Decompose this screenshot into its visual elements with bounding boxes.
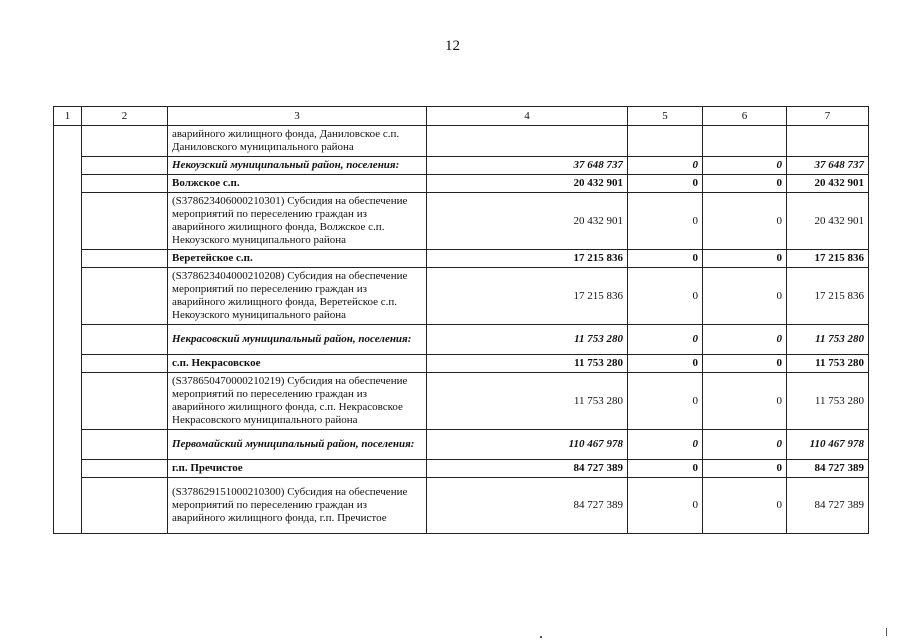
value-cell-col4: 84 727 389 xyxy=(427,460,628,478)
value-cell-col7: 110 467 978 xyxy=(787,430,869,460)
row-name-cell: Некоузский муниципальный район, поселения: xyxy=(168,157,427,175)
value-cell-col5 xyxy=(628,126,703,157)
value-cell-col7: 84 727 389 xyxy=(787,460,869,478)
row-name-cell: (S378623406000210301) Субсидия на обеспечение мероприятий по переселению граждан из аварийного жилищного фонда, Волжское с.п. Некоузского муниципального района xyxy=(168,193,427,250)
value-cell-col6: 0 xyxy=(703,175,787,193)
table-body xyxy=(54,126,869,534)
value-cell-col6: 0 xyxy=(703,430,787,460)
value-cell-col6: 0 xyxy=(703,157,787,175)
row-name-cell: (S378623404000210208) Субсидия на обеспечение мероприятий по переселению граждан из аварийного жилищного фонда, Веретейское с.п. Некоузского муниципального района xyxy=(168,268,427,325)
row-name-cell: г.п. Пречистое xyxy=(168,460,427,478)
row-name-cell: Некрасовский муниципальный район, поселения: xyxy=(168,325,427,355)
value-cell-col5: 0 xyxy=(628,325,703,355)
value-cell-col5: 0 xyxy=(628,460,703,478)
value-cell-col5: 0 xyxy=(628,250,703,268)
column-header: 5 xyxy=(628,107,703,126)
value-cell-col7: 11 753 280 xyxy=(787,355,869,373)
value-cell-col5: 0 xyxy=(628,373,703,430)
row-name-cell: с.п. Некрасовское xyxy=(168,355,427,373)
value-cell-col5: 0 xyxy=(628,157,703,175)
empty-cell xyxy=(82,325,168,355)
table-row xyxy=(54,430,869,460)
row-name-cell: (S378629151000210300) Субсидия на обеспечение мероприятий по переселению граждан из аварийного жилищного фонда, г.п. Пречистое xyxy=(168,478,427,534)
value-cell-col7: 11 753 280 xyxy=(787,373,869,430)
value-cell-col5: 0 xyxy=(628,193,703,250)
value-cell-col7: 11 753 280 xyxy=(787,325,869,355)
budget-table xyxy=(53,106,869,534)
value-cell-col6: 0 xyxy=(703,373,787,430)
row-name-cell: аварийного жилищного фонда, Даниловское с.п. Даниловского муниципального района xyxy=(168,126,427,157)
value-cell-col7: 20 432 901 xyxy=(787,193,869,250)
value-cell-col6: 0 xyxy=(703,325,787,355)
row-name-cell: Первомайский муниципальный район, поселения: xyxy=(168,430,427,460)
row-name-cell: Волжское с.п. xyxy=(168,175,427,193)
table-row xyxy=(54,355,869,373)
value-cell-col4: 37 648 737 xyxy=(427,157,628,175)
empty-cell xyxy=(82,268,168,325)
value-cell-col5: 0 xyxy=(628,175,703,193)
empty-cell xyxy=(82,355,168,373)
value-cell-col4: 110 467 978 xyxy=(427,430,628,460)
empty-cell xyxy=(82,478,168,534)
value-cell-col5: 0 xyxy=(628,478,703,534)
value-cell-col7: 20 432 901 xyxy=(787,175,869,193)
column-header: 3 xyxy=(168,107,427,126)
value-cell-col6: 0 xyxy=(703,460,787,478)
empty-cell xyxy=(82,373,168,430)
value-cell-col5: 0 xyxy=(628,430,703,460)
value-cell-col4: 20 432 901 xyxy=(427,193,628,250)
table-row xyxy=(54,157,869,175)
row-name-cell: Веретейское с.п. xyxy=(168,250,427,268)
scan-speck xyxy=(540,636,542,638)
value-cell-col6: 0 xyxy=(703,478,787,534)
empty-cell xyxy=(82,460,168,478)
column-header: 6 xyxy=(703,107,787,126)
empty-cell xyxy=(82,430,168,460)
value-cell-col7: 84 727 389 xyxy=(787,478,869,534)
table-row xyxy=(54,250,869,268)
table-row xyxy=(54,268,869,325)
value-cell-col6 xyxy=(703,126,787,157)
value-cell-col5: 0 xyxy=(628,355,703,373)
value-cell-col4: 11 753 280 xyxy=(427,355,628,373)
value-cell-col7: 17 215 836 xyxy=(787,268,869,325)
table-row xyxy=(54,478,869,534)
value-cell-col4: 11 753 280 xyxy=(427,325,628,355)
page-number: 12 xyxy=(445,38,460,54)
value-cell-col6: 0 xyxy=(703,355,787,373)
value-cell-col6: 0 xyxy=(703,193,787,250)
column-header: 2 xyxy=(82,107,168,126)
empty-cell xyxy=(82,126,168,157)
scan-speck xyxy=(886,628,887,636)
value-cell-col5: 0 xyxy=(628,268,703,325)
table-row xyxy=(54,373,869,430)
value-cell-col7: 37 648 737 xyxy=(787,157,869,175)
table-header-row xyxy=(54,107,869,126)
table-row xyxy=(54,460,869,478)
value-cell-col7: 17 215 836 xyxy=(787,250,869,268)
value-cell-col4: 17 215 836 xyxy=(427,250,628,268)
empty-cell xyxy=(82,193,168,250)
value-cell-col4: 17 215 836 xyxy=(427,268,628,325)
empty-cell xyxy=(54,126,82,534)
table-row xyxy=(54,193,869,250)
value-cell-col4: 20 432 901 xyxy=(427,175,628,193)
column-header: 4 xyxy=(427,107,628,126)
value-cell-col4 xyxy=(427,126,628,157)
column-header: 7 xyxy=(787,107,869,126)
table-row xyxy=(54,126,869,157)
value-cell-col6: 0 xyxy=(703,250,787,268)
value-cell-col6: 0 xyxy=(703,268,787,325)
empty-cell xyxy=(82,157,168,175)
table-row xyxy=(54,175,869,193)
table-row xyxy=(54,325,869,355)
empty-cell xyxy=(82,175,168,193)
value-cell-col7 xyxy=(787,126,869,157)
column-header: 1 xyxy=(54,107,82,126)
value-cell-col4: 11 753 280 xyxy=(427,373,628,430)
value-cell-col4: 84 727 389 xyxy=(427,478,628,534)
row-name-cell: (S378650470000210219) Субсидия на обеспечение мероприятий по переселению граждан из аварийного жилищного фонда, с.п. Некрасовское Некрасовского муниципального района xyxy=(168,373,427,430)
empty-cell xyxy=(82,250,168,268)
